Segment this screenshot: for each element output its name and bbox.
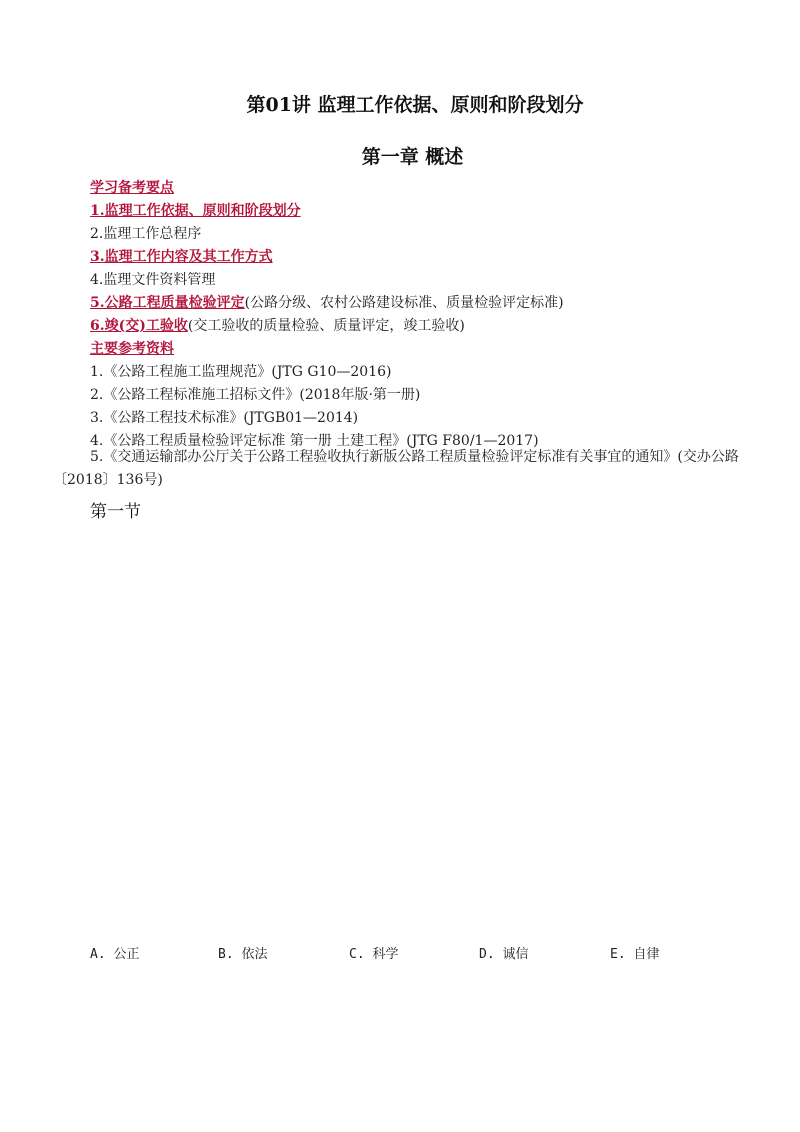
chapter-title: 第一章 概述 (361, 146, 464, 168)
study-point-note: (交工验收的质量检验、质量评定，竣工验收) (187, 318, 465, 334)
section-title: 第一节 (90, 502, 141, 522)
study-point-item (90, 292, 750, 315)
option-c: C. 科学 (349, 947, 399, 962)
study-point-item (90, 200, 750, 223)
option-b: B. 依法 (218, 947, 268, 962)
study-point-note: (公路分级、农村公路建设标准、质量检验评定标准) (244, 295, 564, 311)
option-e: E. 自律 (610, 947, 660, 962)
study-point-item (90, 269, 750, 292)
study-point-main: 2.监理工作总程序 (90, 226, 202, 242)
study-point-main: 3.监理工作内容及其工作方式 (90, 249, 273, 265)
references-heading: 主要参考资料 (90, 341, 174, 357)
study-point-main: 4.监理文件资料管理 (90, 272, 216, 288)
study-point-item (90, 315, 750, 338)
reference-item: 4.《公路工程质量检验评定标准 第一册 土建工程》(JTG F80/1—2017) (90, 433, 539, 449)
option-d: D. 诚信 (479, 947, 529, 962)
study-point-main: 1.监理工作依据、原则和阶段划分 (90, 203, 301, 219)
study-points-heading: 学习备考要点 (90, 180, 174, 196)
study-point-main: 5.公路工程质量检验评定 (90, 295, 245, 311)
lecture-title: 第01讲 监理工作依据、原则和阶段划分 (246, 94, 584, 116)
main-content (90, 177, 750, 453)
study-point-main: 6.竣(交)工验收 (90, 318, 188, 334)
study-point-item (90, 223, 750, 246)
option-a: A. 公正 (90, 947, 140, 962)
reference-item: 2.《公路工程标准施工招标文件》(2018年版·第一册) (90, 387, 421, 403)
study-point-item (90, 246, 750, 269)
reference-text: 5.《交通运输部办公厅关于公路工程验收执行新版公路工程质量检验评定标准有关事宜的通知》(交办公路〔2018〕136号) (53, 449, 739, 488)
reference-item: 3.《公路工程技术标准》(JTGB01—2014) (90, 410, 359, 426)
reference-item: 1.《公路工程施工监理规范》(JTG G10—2016) (90, 364, 392, 380)
reference-item (53, 446, 753, 492)
